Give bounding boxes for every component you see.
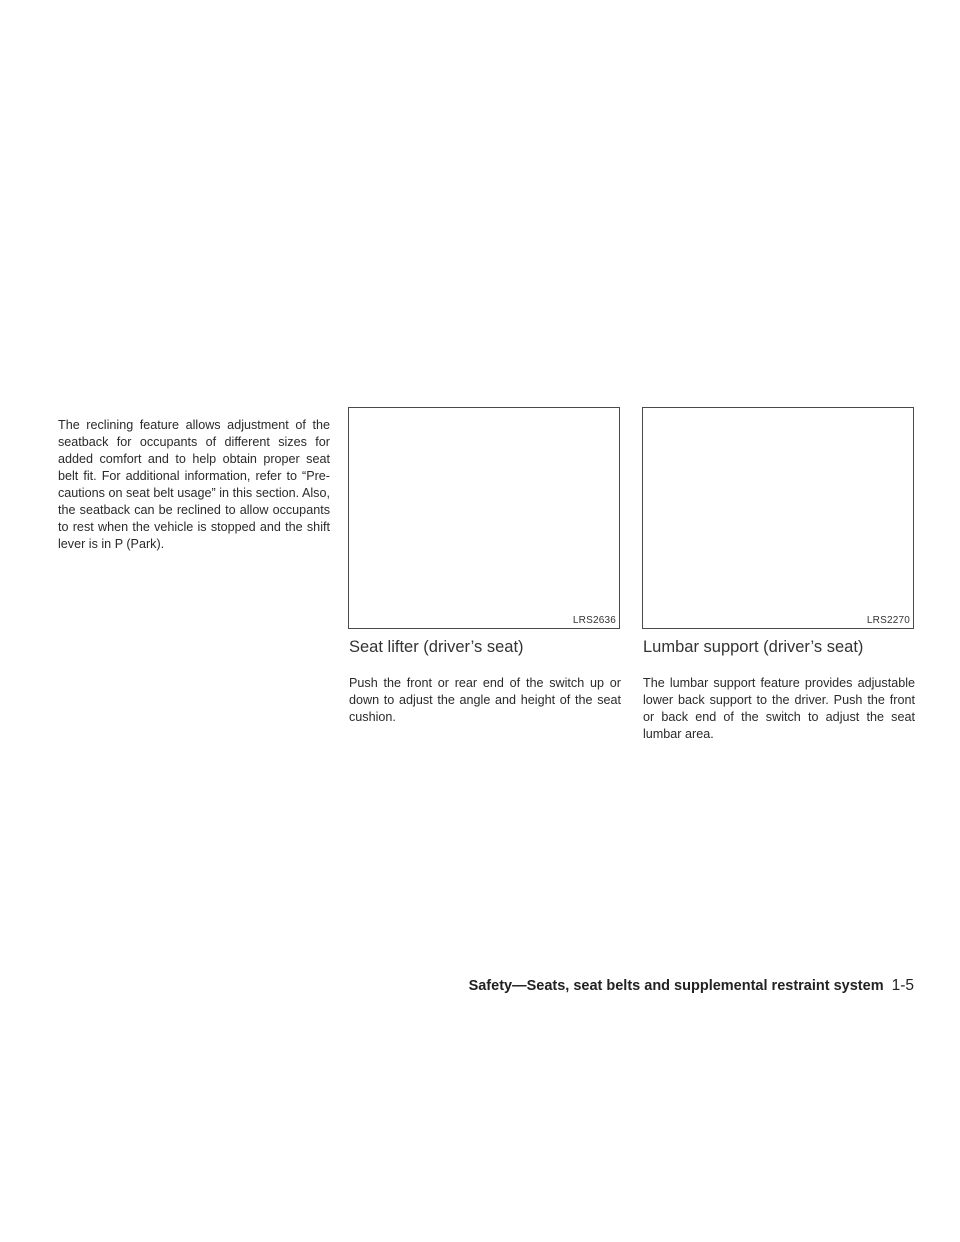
footer-page-number: 1-5 [891, 977, 914, 994]
seat-lifter-paragraph: Push the front or rear end of the switch up or down to adjust the angle and height of the seat cushion. [349, 675, 621, 724]
reclining-paragraph: The reclining feature allows adjustment of the seatback for occupants of different sizes for added comfort and to help obtain proper seat belt fit. For additional information, refer to “Pre-cautions on seat belt usage” in this section. Also, the seatback can be reclined to allow occupants to rest when the vehicle is stopped and the shift lever is in P (Park). [58, 417, 330, 551]
seat-lifter-heading: Seat lifter (driver’s seat) [349, 638, 524, 656]
page-footer [469, 977, 914, 995]
footer-section-title: Safety—Seats, seat belts and supplemental restraint system [468, 978, 884, 994]
lumbar-support-figure-code: LRS2270 [866, 615, 910, 626]
seat-lifter-figure [348, 407, 620, 629]
lumbar-support-heading: Lumbar support (driver’s seat) [643, 638, 864, 656]
lumbar-support-paragraph: The lumbar support feature provides adjustable lower back support to the driver. Push the front or back end of the switch to adjust the seat lumbar area. [643, 675, 915, 741]
seat-lifter-figure-code: LRS2636 [572, 615, 616, 626]
lumbar-support-figure [642, 407, 914, 629]
